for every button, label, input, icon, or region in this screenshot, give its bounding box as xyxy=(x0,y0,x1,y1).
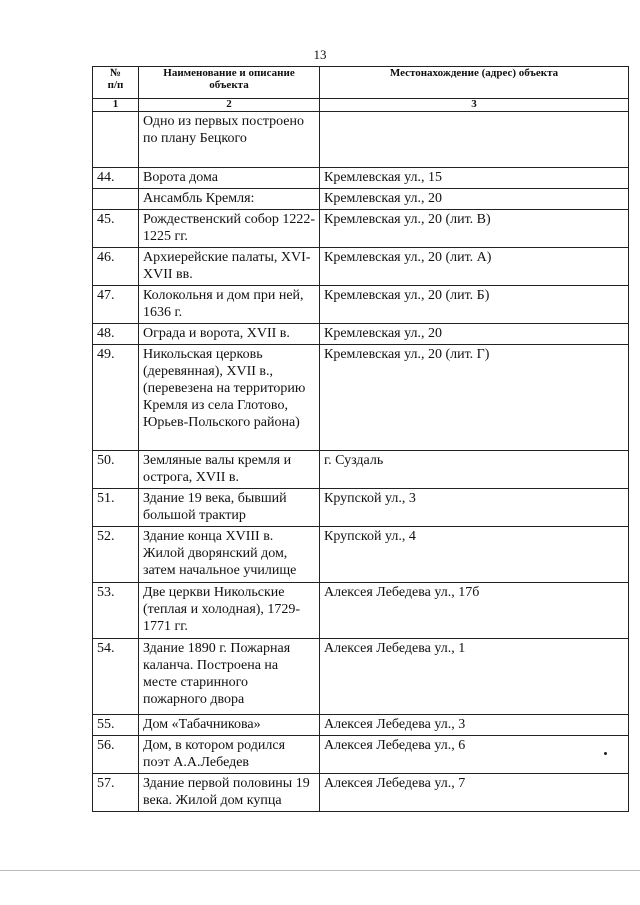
row-number-cell: 54. xyxy=(93,639,139,715)
row-number-cell: 46. xyxy=(93,248,139,286)
object-address-cell: Кремлевская ул., 20 (лит. В) xyxy=(320,210,629,248)
row-number-cell: 48. xyxy=(93,324,139,345)
row-number-cell: 45. xyxy=(93,210,139,248)
object-name-cell: Никольская церковь (деревянная), XVII в., (перевезена на территорию Кремля из села Глотово, Юрьев-Польского района) xyxy=(139,345,320,451)
object-address-cell: Кремлевская ул., 15 xyxy=(320,168,629,189)
table-row xyxy=(93,639,629,715)
table-row xyxy=(93,324,629,345)
table-row xyxy=(93,210,629,248)
table-row xyxy=(93,489,629,527)
column-number-2: 2 xyxy=(139,99,320,112)
row-number-cell: 57. xyxy=(93,774,139,812)
scan-edge-line xyxy=(0,870,640,871)
object-name-cell: Здание 1890 г. Пожарная каланча. Построена на месте старинного пожарного двора xyxy=(139,639,320,715)
object-address-cell: Алексея Лебедева ул., 6 xyxy=(320,736,629,774)
row-number-cell: 47. xyxy=(93,286,139,324)
row-number-cell xyxy=(93,112,139,168)
page-number: 13 xyxy=(313,47,327,62)
object-name-cell: Рождественский собор 1222-1225 гг. xyxy=(139,210,320,248)
row-number-cell xyxy=(93,189,139,210)
table-row xyxy=(93,715,629,736)
header-number: № п/п xyxy=(93,67,139,99)
table-row xyxy=(93,774,629,812)
table-header-row xyxy=(93,67,629,99)
row-number-cell: 44. xyxy=(93,168,139,189)
table-row xyxy=(93,189,629,210)
object-address-cell: Кремлевская ул., 20 (лит. Б) xyxy=(320,286,629,324)
table-body xyxy=(93,112,629,812)
object-name-cell: Ограда и ворота, XVII в. xyxy=(139,324,320,345)
row-number-cell: 55. xyxy=(93,715,139,736)
object-name-cell: Здание конца XVIII в. Жилой дворянский дом, затем начальное училище xyxy=(139,527,320,583)
object-address-cell: Алексея Лебедева ул., 7 xyxy=(320,774,629,812)
column-number-1: 1 xyxy=(93,99,139,112)
row-number-cell: 49. xyxy=(93,345,139,451)
table-row xyxy=(93,345,629,451)
object-name-cell: Дом, в котором родился поэт А.А.Лебедев xyxy=(139,736,320,774)
row-number-cell: 51. xyxy=(93,489,139,527)
table-row xyxy=(93,248,629,286)
row-number-cell: 56. xyxy=(93,736,139,774)
object-name-cell: Дом «Табачникова» xyxy=(139,715,320,736)
table-row xyxy=(93,168,629,189)
object-name-cell: Архиерейские палаты, XVI-XVII вв. xyxy=(139,248,320,286)
header-name: Наименование и описание объекта xyxy=(139,67,320,99)
row-number-cell: 50. xyxy=(93,451,139,489)
object-address-cell xyxy=(320,112,629,168)
scan-speck xyxy=(604,752,607,755)
row-number-cell: 52. xyxy=(93,527,139,583)
object-address-cell: Кремлевская ул., 20 xyxy=(320,324,629,345)
object-address-cell: Алексея Лебедева ул., 3 xyxy=(320,715,629,736)
object-name-cell: Ансамбль Кремля: xyxy=(139,189,320,210)
table-row xyxy=(93,451,629,489)
header-address: Местонахождение (адрес) объекта xyxy=(320,67,629,99)
object-address-cell: Алексея Лебедева ул., 17б xyxy=(320,583,629,639)
object-address-cell: Кремлевская ул., 20 xyxy=(320,189,629,210)
object-address-cell: Кремлевская ул., 20 (лит. А) xyxy=(320,248,629,286)
object-address-cell: Крупской ул., 4 xyxy=(320,527,629,583)
object-name-cell: Колокольня и дом при ней, 1636 г. xyxy=(139,286,320,324)
object-address-cell: Кремлевская ул., 20 (лит. Г) xyxy=(320,345,629,451)
object-name-cell: Ворота дома xyxy=(139,168,320,189)
object-name-cell: Одно из первых построено по плану Бецкого xyxy=(139,112,320,168)
object-address-cell: г. Суздаль xyxy=(320,451,629,489)
objects-table xyxy=(92,66,629,812)
object-name-cell: Здание 19 века, бывший большой трактир xyxy=(139,489,320,527)
table-row xyxy=(93,583,629,639)
object-address-cell: Алексея Лебедева ул., 1 xyxy=(320,639,629,715)
table-row xyxy=(93,286,629,324)
table-row xyxy=(93,736,629,774)
object-name-cell: Земляные валы кремля и острога, XVII в. xyxy=(139,451,320,489)
table-row xyxy=(93,112,629,168)
column-number-3: 3 xyxy=(320,99,629,112)
object-name-cell: Здание первой половины 19 века. Жилой дом купца xyxy=(139,774,320,812)
row-number-cell: 53. xyxy=(93,583,139,639)
object-name-cell: Две церкви Никольские (теплая и холодная), 1729-1771 гг. xyxy=(139,583,320,639)
object-address-cell: Крупской ул., 3 xyxy=(320,489,629,527)
column-number-row xyxy=(93,99,629,112)
table-row xyxy=(93,527,629,583)
